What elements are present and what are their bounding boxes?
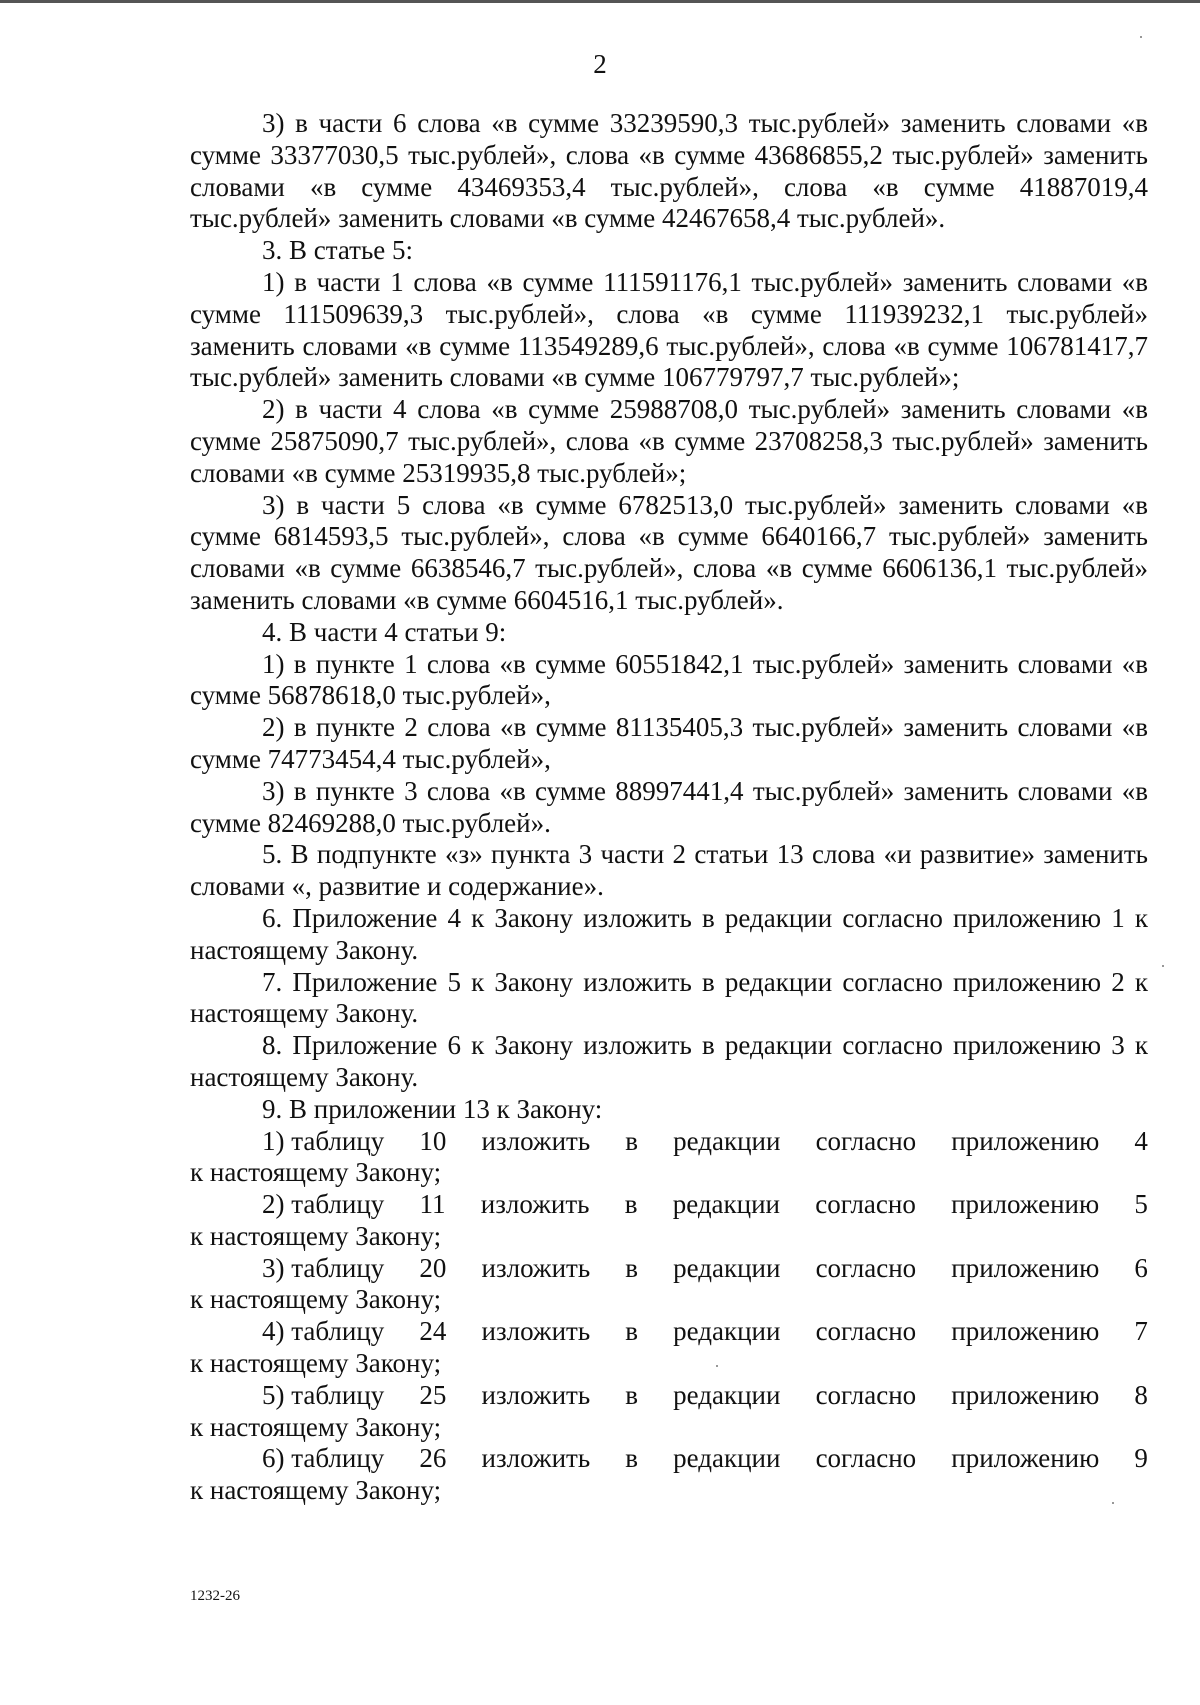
item-number: 1) таблицу bbox=[262, 1125, 385, 1156]
word: изложить bbox=[481, 1443, 591, 1474]
word: согласно bbox=[815, 1316, 917, 1347]
scan-speck bbox=[1112, 1502, 1114, 1504]
word: приложению bbox=[951, 1443, 1100, 1474]
word: в bbox=[625, 1316, 639, 1347]
list-item-tail: к настоящему Закону; bbox=[190, 1475, 442, 1506]
appendix-number: 7 bbox=[1134, 1316, 1148, 1347]
word: приложению bbox=[951, 1379, 1100, 1410]
paragraph: 6. Приложение 4 к Закону изложить в редакции согласно приложению 1 к настоящему Закону. bbox=[190, 902, 1148, 965]
list-item-tail: к настоящему Закону; bbox=[190, 1348, 442, 1379]
paragraph: 3) в части 5 слова «в сумме 6782513,0 тыс.рублей» заменить словами «в сумме 6814593,5 тыс.рублей», слова «в сумме 6640166,7 тыс.рублей» заменить словами «в сумме 6638546,7 тыс.рублей», слова «в сумме 6606136,1 тыс.рублей» заменить словами «в сумме 6604516,1 тыс.рублей». bbox=[190, 489, 1148, 615]
list-item-tail: к настоящему Закону; bbox=[190, 1220, 442, 1251]
list-item-first-line bbox=[190, 1380, 1148, 1412]
word: в bbox=[625, 1443, 639, 1474]
list-item-first-line bbox=[190, 1253, 1148, 1285]
word: изложить bbox=[480, 1189, 590, 1220]
table-number: 11 bbox=[419, 1189, 446, 1220]
paragraph: 1) в части 1 слова «в сумме 111591176,1 тыс.рублей» заменить словами «в сумме 111509639,3 тыс.рублей», слова «в сумме 111939232,1 тыс.рублей» заменить словами «в сумме 113549289,6 тыс.рублей», слова «в сумме 106781417,7 тыс.рублей» заменить словами «в сумме 106779797,7 тыс.рублей»; bbox=[190, 266, 1148, 393]
list-item bbox=[190, 1126, 1148, 1190]
appendix-number: 4 bbox=[1134, 1125, 1148, 1156]
scan-speck bbox=[1140, 36, 1142, 38]
paragraph: 4. В части 4 статьи 9: bbox=[262, 616, 507, 647]
item-number: 6) таблицу bbox=[262, 1443, 385, 1474]
paragraph: 8. Приложение 6 к Закону изложить в редакции согласно приложению 3 к настоящему Закону. bbox=[190, 1030, 1148, 1092]
paragraph: 1) в пункте 1 слова «в сумме 60551842,1 тыс.рублей» заменить словами «в сумме 56878618,0 тыс.рублей», bbox=[190, 648, 1148, 711]
paragraph: 3) в части 6 слова «в сумме 33239590,3 тыс.рублей» заменить словами «в сумме 33377030,5 тыс.рублей», слова «в сумме 43686855,2 тыс.рублей» заменить словами «в сумме 43469353,4 тыс.рублей», слова «в сумме 41887019,4 тыс.рублей» заменить словами «в сумме 42467658,4 тыс.рублей». bbox=[190, 108, 1148, 234]
table-number: 26 bbox=[419, 1443, 447, 1474]
list-item-first-line bbox=[190, 1189, 1148, 1221]
paragraph: 7. Приложение 5 к Закону изложить в редакции согласно приложению 2 к настоящему Закону. bbox=[190, 966, 1148, 1029]
word: редакции bbox=[673, 1316, 781, 1347]
appendix-number: 9 bbox=[1134, 1443, 1148, 1474]
item-number: 5) таблицу bbox=[262, 1379, 385, 1410]
word: согласно bbox=[815, 1252, 917, 1283]
list-item-tail: к настоящему Закону; bbox=[190, 1157, 442, 1188]
paragraph: 9. В приложении 13 к Закону: bbox=[262, 1093, 603, 1124]
word: редакции bbox=[672, 1189, 781, 1220]
paragraph: 3) в пункте 3 слова «в сумме 88997441,4 тыс.рублей» заменить словами «в сумме 82469288,0 тыс.рублей». bbox=[190, 775, 1148, 838]
table-number: 10 bbox=[419, 1125, 447, 1156]
document-code: 1232-26 bbox=[190, 1588, 240, 1604]
document-body bbox=[190, 108, 1148, 1507]
appendix-number: 5 bbox=[1134, 1189, 1148, 1220]
word: приложению bbox=[951, 1125, 1100, 1156]
paragraph: 2) в пункте 2 слова «в сумме 81135405,3 тыс.рублей» заменить словами «в сумме 74773454,4 тыс.рублей», bbox=[190, 712, 1148, 774]
word: в bbox=[625, 1125, 639, 1156]
word: согласно bbox=[815, 1443, 917, 1474]
scan-speck bbox=[1162, 965, 1164, 967]
word: изложить bbox=[481, 1125, 591, 1156]
item-number: 2) таблицу bbox=[262, 1189, 385, 1220]
scan-speck bbox=[716, 1365, 718, 1367]
word: редакции bbox=[673, 1125, 781, 1156]
word: согласно bbox=[815, 1379, 917, 1410]
word: согласно bbox=[815, 1189, 916, 1220]
table-number: 25 bbox=[419, 1379, 447, 1410]
word: изложить bbox=[481, 1252, 591, 1283]
appendix-number: 6 bbox=[1134, 1252, 1148, 1283]
word: изложить bbox=[481, 1379, 591, 1410]
word: приложению bbox=[951, 1189, 1100, 1220]
paragraph: 3. В статье 5: bbox=[262, 235, 414, 266]
word: в bbox=[625, 1379, 639, 1410]
item-number: 3) таблицу bbox=[262, 1252, 385, 1283]
table-number: 20 bbox=[419, 1252, 447, 1283]
word: редакции bbox=[673, 1379, 781, 1410]
word: редакции bbox=[673, 1252, 781, 1283]
word: изложить bbox=[481, 1316, 591, 1347]
paragraph: 5. В подпункте «з» пункта 3 части 2 статьи 13 слова «и развитие» заменить словами «, развитие и содержание». bbox=[190, 839, 1148, 902]
word: редакции bbox=[673, 1443, 781, 1474]
page-number: 2 bbox=[593, 49, 607, 79]
list-item bbox=[190, 1380, 1148, 1444]
item-number: 4) таблицу bbox=[262, 1316, 385, 1347]
list-item-tail: к настоящему Закону; bbox=[190, 1411, 442, 1442]
list-item-tail: к настоящему Закону; bbox=[190, 1284, 442, 1315]
appendix-number: 8 bbox=[1134, 1379, 1148, 1410]
word: в bbox=[624, 1189, 638, 1220]
table-item-list bbox=[190, 1126, 1148, 1508]
list-item-first-line bbox=[190, 1126, 1148, 1158]
list-item-first-line bbox=[190, 1316, 1148, 1348]
page-top-edge bbox=[0, 0, 1200, 3]
list-item bbox=[190, 1253, 1148, 1317]
paragraph: 2) в части 4 слова «в сумме 25988708,0 тыс.рублей» заменить словами «в сумме 25875090,7 тыс.рублей», слова «в сумме 23708258,3 тыс.рублей» заменить словами «в сумме 25319935,8 тыс.рублей»; bbox=[190, 394, 1148, 488]
list-item bbox=[190, 1316, 1148, 1380]
word: согласно bbox=[815, 1125, 917, 1156]
word: в bbox=[625, 1252, 639, 1283]
word: приложению bbox=[951, 1316, 1100, 1347]
word: приложению bbox=[951, 1252, 1100, 1283]
table-number: 24 bbox=[419, 1316, 447, 1347]
list-item bbox=[190, 1443, 1148, 1507]
list-item bbox=[190, 1189, 1148, 1253]
list-item-first-line bbox=[190, 1443, 1148, 1475]
